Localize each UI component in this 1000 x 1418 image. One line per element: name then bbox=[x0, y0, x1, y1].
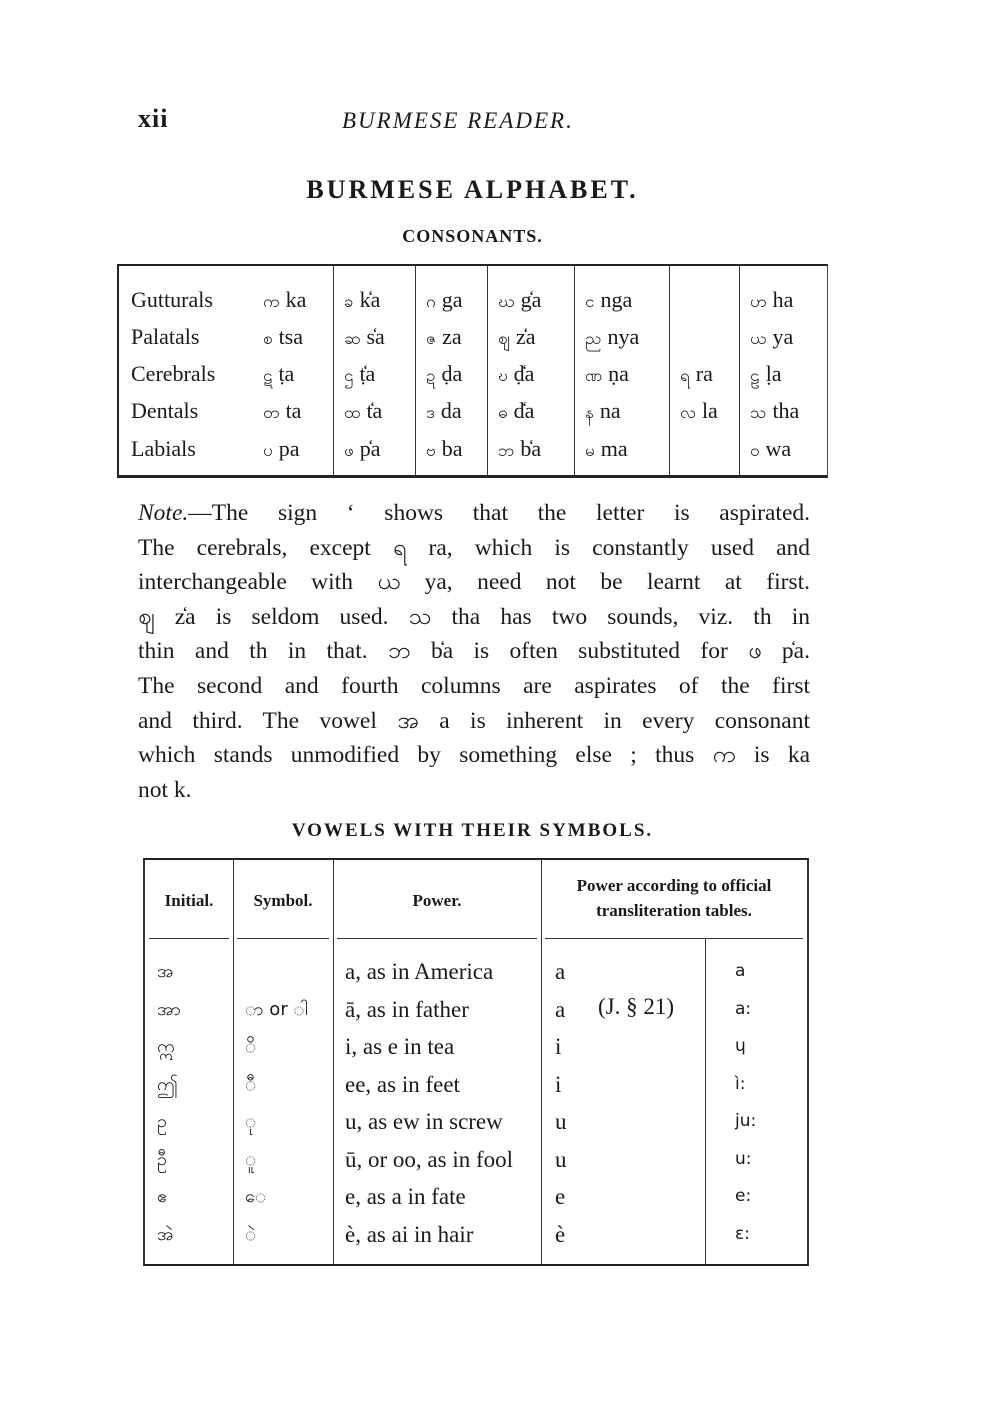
consonant-cell bbox=[488, 430, 575, 467]
consonants-heading: CONSONANTS. bbox=[402, 226, 543, 246]
page-title: BURMESE ALPHABET. bbox=[306, 175, 639, 204]
vowel-official: i bbox=[555, 1071, 562, 1097]
transliteration: ḷa bbox=[765, 361, 782, 386]
vowel-initial: အ bbox=[157, 961, 174, 982]
burmese-letter: ဗ bbox=[426, 441, 436, 461]
vowel-symbol: ိ bbox=[245, 1036, 257, 1057]
vowel-official: u bbox=[555, 1146, 567, 1172]
vowel-power: ū, or oo, as in fool bbox=[345, 1146, 514, 1172]
vowels-heading: VOWELS WITH THEIR SYMBOLS. bbox=[291, 820, 654, 841]
burmese-letter: ဖ bbox=[344, 441, 354, 461]
transliteration: ha bbox=[772, 287, 794, 312]
burmese-letter: န bbox=[585, 403, 594, 423]
consonant-cell bbox=[740, 355, 829, 392]
note-line: thin and th in that. ဘ b̒a is often substituted for ဖ p̒a. bbox=[138, 638, 810, 665]
vowel-phonetic: u: bbox=[735, 1148, 752, 1169]
vowel-initial: ဣ bbox=[157, 1036, 175, 1057]
burmese-letter: ဟ bbox=[750, 292, 767, 312]
transliteration: tsa bbox=[278, 324, 304, 349]
vowel-official: a bbox=[555, 996, 566, 1022]
consonant-cell bbox=[575, 281, 670, 318]
vowel-phonetic: a: bbox=[735, 998, 752, 1019]
row-label: Palatals bbox=[131, 324, 200, 349]
consonant-cell bbox=[740, 392, 829, 429]
consonant-cell bbox=[575, 355, 670, 392]
transliteration: k̒a bbox=[359, 287, 381, 312]
burmese-letter: မ bbox=[585, 441, 595, 461]
burmese-letter: ဂ bbox=[426, 292, 436, 312]
transliteration: ta bbox=[285, 398, 302, 423]
transliteration: pa bbox=[278, 436, 300, 461]
burmese-letter: လ bbox=[680, 403, 696, 423]
vowel-symbol: ဲ bbox=[245, 1223, 257, 1245]
vowels-table bbox=[143, 858, 809, 1266]
header-symbol: Symbol. bbox=[253, 891, 313, 910]
consonant-cell bbox=[334, 430, 416, 467]
burmese-letter: ဏ bbox=[585, 366, 603, 386]
row-labels-column bbox=[119, 266, 253, 475]
burmese-letter: တ bbox=[263, 403, 280, 423]
note-paragraph bbox=[138, 496, 810, 807]
note-line: not k. bbox=[138, 776, 192, 803]
note-label: Note. bbox=[138, 500, 189, 526]
consonant-cell bbox=[253, 355, 333, 392]
consonant-cell bbox=[670, 281, 740, 318]
transliteration: ba bbox=[441, 436, 463, 461]
note-line: ဈ z̒a is seldom used. သ tha has two sounds, viz. th in bbox=[138, 603, 810, 630]
burmese-letter: ဒ bbox=[426, 403, 435, 423]
burmese-letter: ရ bbox=[680, 366, 690, 386]
transliteration: la bbox=[701, 398, 718, 423]
row-label: Dentals bbox=[131, 398, 199, 423]
note-line: which stands unmodified by something else ; thus က is ka bbox=[138, 742, 810, 769]
transliteration: za bbox=[442, 324, 462, 349]
header-official-line1: Power according to official bbox=[576, 876, 772, 895]
burmese-letter: ဌ bbox=[344, 366, 354, 386]
vowel-phonetic: e: bbox=[735, 1186, 752, 1206]
vowel-symbol: ာ or ါ bbox=[245, 998, 308, 1020]
vowel-phonetic: a bbox=[735, 961, 746, 981]
burmese-letter: ဘ bbox=[498, 441, 515, 461]
consonant-cell bbox=[416, 392, 488, 429]
burmese-letter: ပ bbox=[263, 441, 273, 461]
consonant-cell bbox=[253, 392, 333, 429]
consonant-cell bbox=[416, 281, 488, 318]
transliteration: d̒a bbox=[513, 398, 535, 423]
vowel-phonetic: ju: bbox=[735, 1111, 757, 1131]
consonant-cell bbox=[740, 281, 829, 318]
vowel-phonetic: ì: bbox=[735, 1073, 746, 1094]
vowel-power: i, as e in tea bbox=[345, 1034, 455, 1059]
header-rule bbox=[545, 938, 803, 939]
consonant-cell bbox=[740, 318, 829, 355]
burmese-letter: ခ bbox=[344, 292, 354, 312]
consonant-cell bbox=[334, 318, 416, 355]
header-initial: Initial. bbox=[164, 891, 214, 910]
running-head: BURMESE READER. bbox=[342, 108, 574, 133]
note-line: The second and fourth columns are aspirates of the first bbox=[138, 672, 810, 699]
vowel-power: u, as ew in screw bbox=[345, 1109, 503, 1134]
transliteration: tha bbox=[772, 398, 800, 423]
consonant-cell bbox=[334, 281, 416, 318]
transliteration: nga bbox=[600, 287, 633, 312]
transliteration: s̒a bbox=[366, 324, 385, 349]
transliteration: z̒a bbox=[515, 324, 536, 349]
consonant-cell bbox=[488, 392, 575, 429]
consonant-cell bbox=[334, 355, 416, 392]
burmese-letter: ည bbox=[585, 329, 602, 349]
row-label: Gutturals bbox=[131, 287, 213, 312]
vowel-official: i bbox=[555, 1034, 562, 1059]
header-rule bbox=[149, 938, 229, 939]
transliteration: g̒a bbox=[520, 287, 542, 312]
note-line bbox=[138, 496, 810, 531]
vowel-initial: ဤ bbox=[157, 1073, 178, 1095]
header-official-line2: transliteration tables. bbox=[596, 901, 752, 920]
reference-note: (J. § 21) bbox=[598, 994, 675, 1019]
vowel-phonetic: ɛ: bbox=[735, 1223, 750, 1244]
burmese-letter: ဠ bbox=[750, 366, 760, 386]
transliteration: na bbox=[599, 398, 621, 423]
vowel-initial: အာ bbox=[157, 998, 181, 1020]
burmese-letter: ယ bbox=[750, 329, 767, 349]
consonant-column bbox=[487, 266, 575, 475]
burmese-letter: င bbox=[585, 292, 595, 312]
vowel-power: ā, as in father bbox=[345, 996, 469, 1022]
burmese-letter: ဓ bbox=[498, 403, 508, 423]
column-divider bbox=[705, 938, 706, 1264]
consonant-column bbox=[415, 266, 488, 475]
burmese-letter: သ bbox=[750, 403, 767, 423]
vowel-power: a, as in America bbox=[345, 959, 494, 984]
consonant-column bbox=[574, 266, 670, 475]
transliteration: ḍa bbox=[441, 361, 463, 386]
transliteration: ya bbox=[772, 324, 794, 349]
consonant-cell bbox=[575, 318, 670, 355]
consonant-cell bbox=[670, 392, 740, 429]
vowel-symbol: ူ bbox=[245, 1148, 257, 1170]
consonant-cell bbox=[670, 355, 740, 392]
consonant-column bbox=[669, 266, 740, 475]
burmese-letter: ဎ bbox=[498, 366, 508, 386]
transliteration: ḍ̒a bbox=[513, 361, 535, 386]
note-line: and third. The vowel အ a is inherent in every consonant bbox=[138, 707, 810, 734]
vowel-initial: ဧ bbox=[157, 1186, 168, 1207]
consonant-cell bbox=[670, 318, 740, 355]
consonant-cell bbox=[670, 430, 740, 467]
vowel-power: e, as a in fate bbox=[345, 1184, 466, 1209]
burmese-letter: ဋ bbox=[263, 366, 273, 386]
transliteration: nya bbox=[607, 324, 640, 349]
burmese-letter: စ bbox=[263, 329, 273, 349]
vowel-symbol: ု bbox=[245, 1111, 257, 1132]
burmese-letter: ထ bbox=[344, 403, 361, 423]
burmese-letter: ဈ bbox=[498, 329, 510, 349]
header-power: Power. bbox=[412, 891, 462, 910]
header-rule bbox=[237, 938, 329, 939]
vowel-power: è, as ai in hair bbox=[345, 1221, 474, 1247]
consonant-cell bbox=[575, 392, 670, 429]
consonant-cell bbox=[253, 430, 333, 467]
consonant-cell bbox=[253, 318, 333, 355]
burmese-letter: ဍ bbox=[426, 366, 436, 386]
consonant-cell bbox=[488, 355, 575, 392]
transliteration: ṭ̒a bbox=[359, 361, 376, 386]
note-line: interchangeable with ယ ya, need not be learnt at first. bbox=[138, 569, 810, 596]
vowel-initial: အဲ bbox=[157, 1223, 174, 1245]
vowel-phonetic: ɥ bbox=[735, 1036, 746, 1056]
column-divider bbox=[233, 860, 234, 1264]
consonant-cell bbox=[575, 430, 670, 467]
transliteration: p̒a bbox=[359, 436, 381, 461]
vowel-official: a bbox=[555, 959, 566, 984]
vowel-initial: ဦ bbox=[157, 1148, 167, 1170]
header-rule bbox=[337, 938, 537, 939]
consonant-cell bbox=[253, 281, 333, 318]
transliteration: ka bbox=[285, 287, 307, 312]
vowel-official: è bbox=[555, 1221, 566, 1247]
vowel-initial: ဥ bbox=[157, 1111, 167, 1132]
consonant-cell bbox=[334, 392, 416, 429]
page-number: xii bbox=[138, 104, 169, 133]
transliteration: ra bbox=[695, 361, 713, 386]
transliteration: b̒a bbox=[520, 436, 542, 461]
consonant-column bbox=[253, 266, 333, 475]
vowel-symbol: ီ bbox=[245, 1073, 257, 1095]
row-label: Cerebrals bbox=[131, 361, 216, 386]
consonant-cell bbox=[416, 318, 488, 355]
burmese-letter: ဇ bbox=[426, 329, 437, 349]
vowel-symbol: ေ bbox=[245, 1186, 267, 1207]
note-line-text: —The sign ‘ shows that the letter is aspirated. bbox=[188, 500, 810, 526]
row-label: Labials bbox=[131, 436, 196, 461]
burmese-letter: ဃ bbox=[498, 292, 515, 312]
transliteration: da bbox=[440, 398, 462, 423]
consonant-cell bbox=[416, 355, 488, 392]
consonant-cell bbox=[488, 281, 575, 318]
transliteration: ga bbox=[441, 287, 463, 312]
transliteration: ṇa bbox=[608, 361, 629, 386]
vowel-power: ee, as in feet bbox=[345, 1071, 460, 1097]
column-divider bbox=[333, 860, 334, 1264]
consonants-table bbox=[117, 264, 828, 478]
vowel-official: u bbox=[555, 1109, 567, 1134]
burmese-letter: ဆ bbox=[344, 329, 361, 349]
burmese-letter: က bbox=[263, 292, 280, 312]
consonant-column bbox=[739, 266, 829, 475]
note-line: The cerebrals, except ရ ra, which is constantly used and bbox=[138, 534, 810, 561]
transliteration: ṭa bbox=[278, 361, 295, 386]
burmese-letter: ဝ bbox=[750, 441, 760, 461]
consonant-column bbox=[333, 266, 416, 475]
transliteration: t̒a bbox=[366, 398, 383, 423]
vowel-official: e bbox=[555, 1184, 566, 1209]
transliteration: ma bbox=[600, 436, 628, 461]
consonant-cell bbox=[488, 318, 575, 355]
consonant-cell bbox=[740, 430, 829, 467]
transliteration: wa bbox=[765, 436, 792, 461]
consonant-cell bbox=[416, 430, 488, 467]
